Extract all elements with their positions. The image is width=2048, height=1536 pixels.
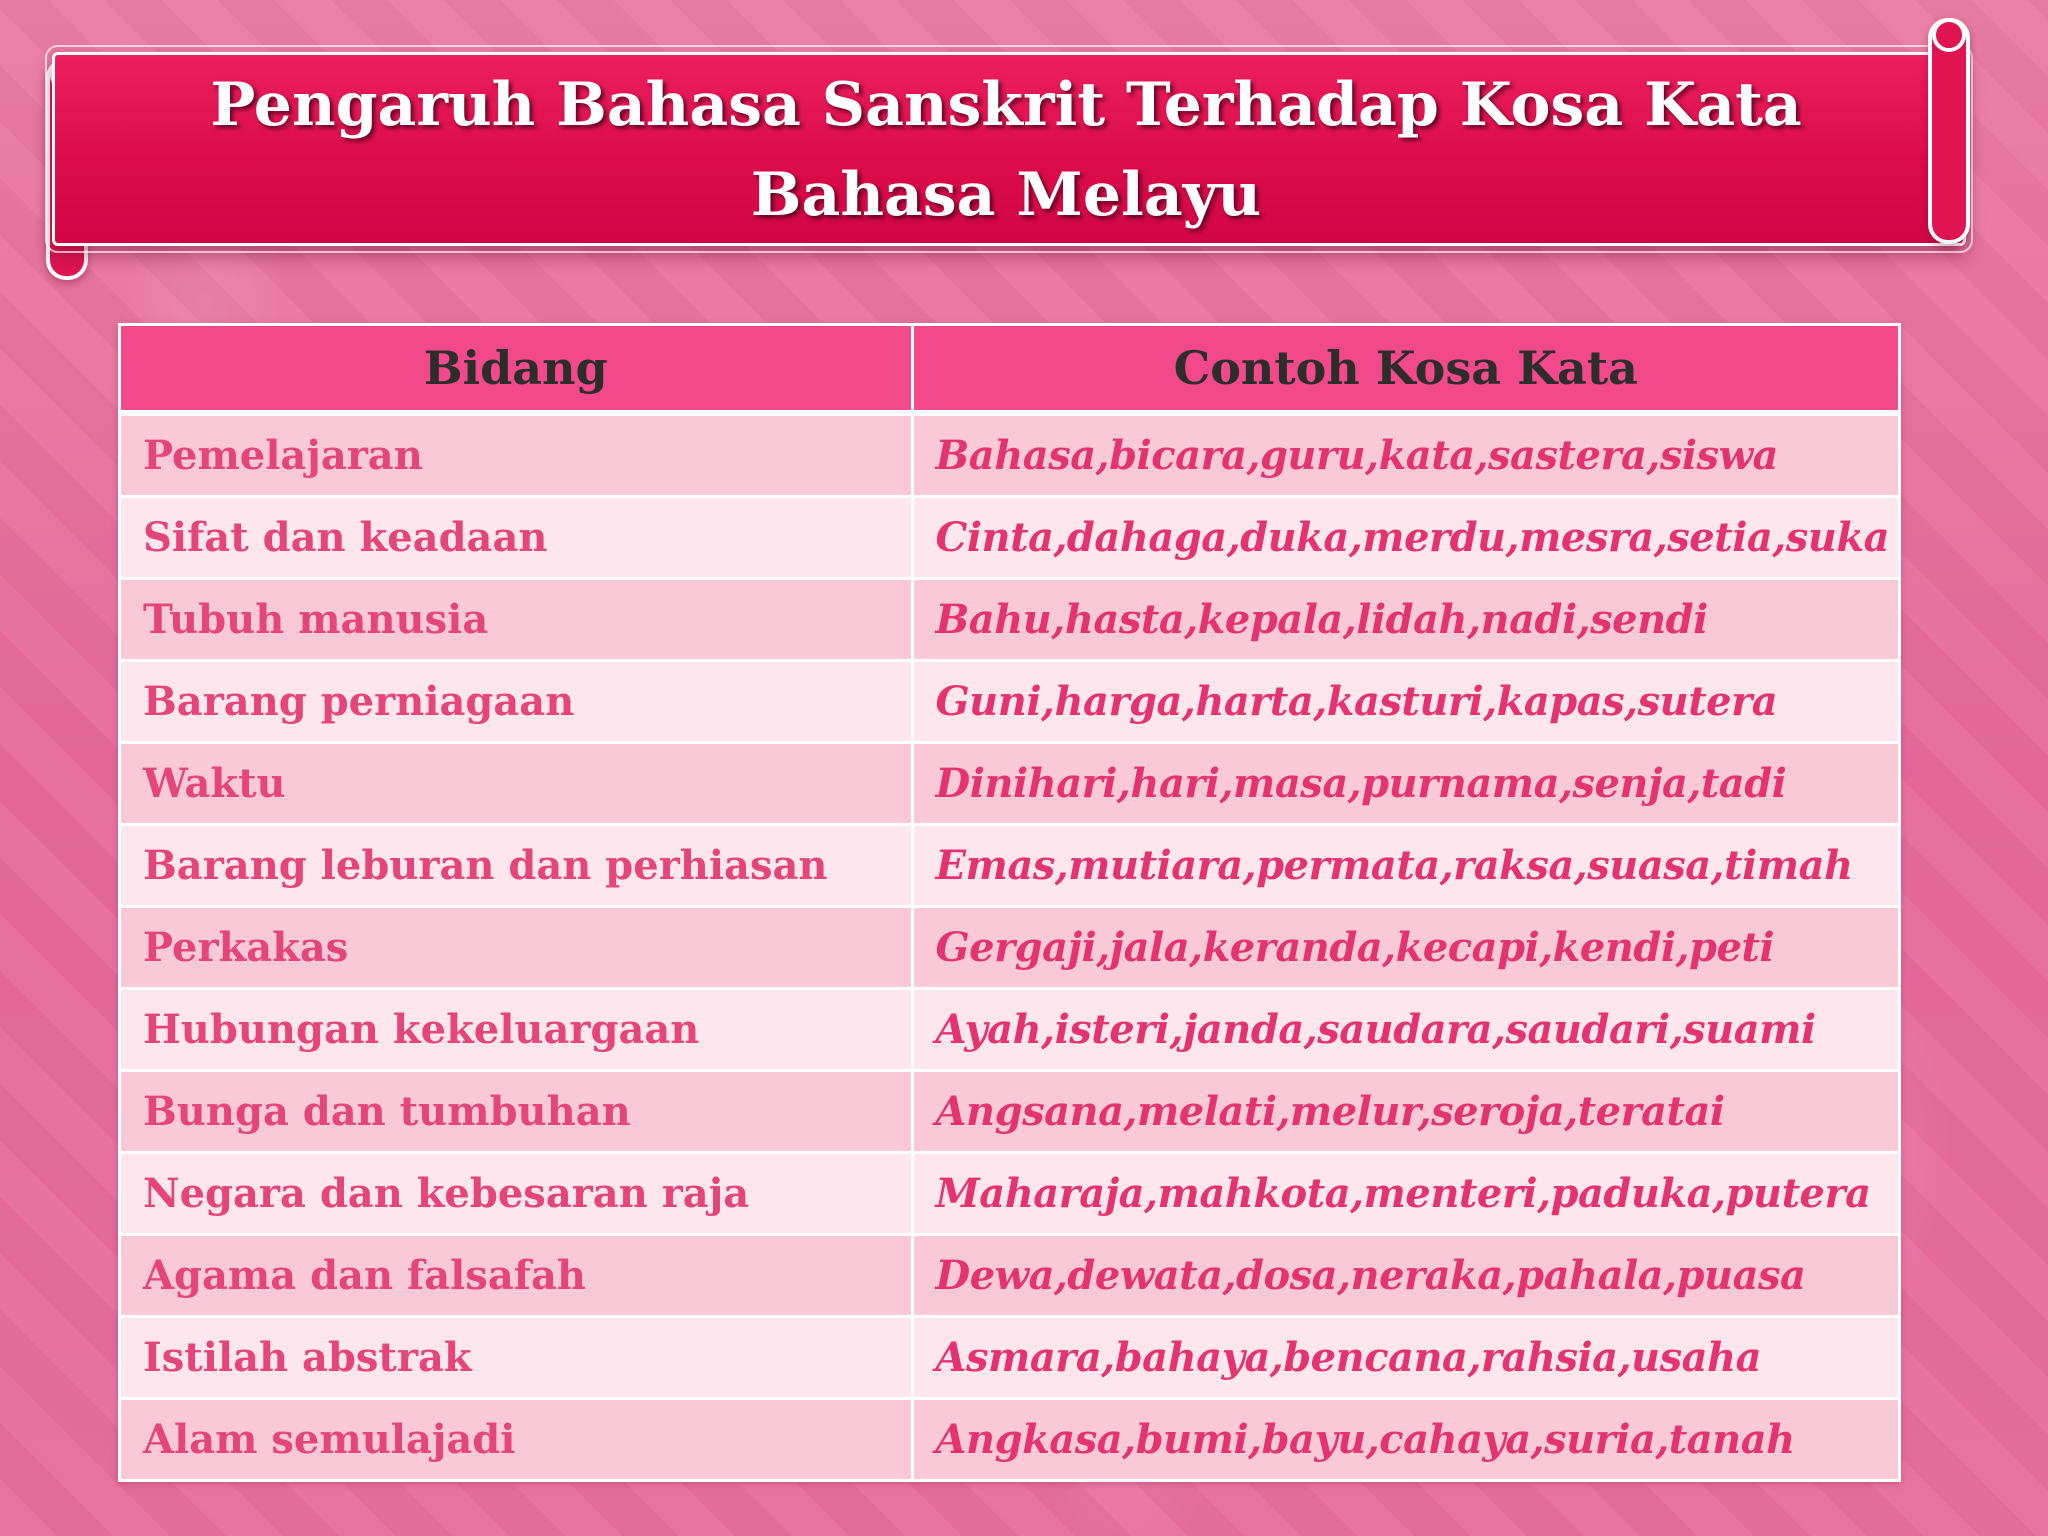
bidang-cell: Tubuh manusia [121,579,912,661]
contoh-cell: Maharaja,mahkota,menteri,paduka,putera [912,1153,1898,1235]
bidang-cell: Agama dan falsafah [121,1235,912,1317]
contoh-cell: Dinihari,hari,masa,purnama,senja,tadi [912,743,1898,825]
bidang-cell: Pemelajaran [121,413,912,497]
bidang-cell: Hubungan kekeluargaan [121,989,912,1071]
contoh-cell: Asmara,bahaya,bencana,rahsia,usaha [912,1317,1898,1399]
slide-title [52,60,1960,240]
contoh-cell: Ayah,isteri,janda,saudara,saudari,suami [912,989,1898,1071]
bidang-cell: Istilah abstrak [121,1317,912,1399]
table-row [121,1399,1898,1480]
contoh-cell: Angsana,melati,melur,seroja,teratai [912,1071,1898,1153]
bidang-cell: Barang perniagaan [121,661,912,743]
header-bidang: Bidang [121,326,912,413]
bidang-cell: Alam semulajadi [121,1399,912,1480]
table-row [121,1235,1898,1317]
vocabulary-table [118,323,1901,1482]
header-contoh-kosa-kata: Contoh Kosa Kata [912,326,1898,413]
table-row [121,1153,1898,1235]
table-row [121,661,1898,743]
bidang-cell: Sifat dan keadaan [121,497,912,579]
bidang-cell: Negara dan kebesaran raja [121,1153,912,1235]
scroll-right-curl [1932,18,1966,52]
table-row [121,1071,1898,1153]
bidang-cell: Barang leburan dan perhiasan [121,825,912,907]
table-row [121,497,1898,579]
bidang-cell: Waktu [121,743,912,825]
bidang-cell: Bunga dan tumbuhan [121,1071,912,1153]
slide-title-line-1: Pengaruh Bahasa Sanskrit Terhadap Kosa Kata [210,70,1802,140]
contoh-cell: Guni,harga,harta,kasturi,kapas,sutera [912,661,1898,743]
contoh-cell: Gergaji,jala,keranda,kecapi,kendi,peti [912,907,1898,989]
slide-title-line-2: Bahasa Melayu [750,160,1262,230]
contoh-cell: Bahu,hasta,kepala,lidah,nadi,sendi [912,579,1898,661]
bidang-cell: Perkakas [121,907,912,989]
table-row [121,743,1898,825]
contoh-cell: Angkasa,bumi,bayu,cahaya,suria,tanah [912,1399,1898,1480]
table-row [121,579,1898,661]
vocabulary-table-grid [121,326,1898,1479]
table-row [121,413,1898,497]
table-row [121,907,1898,989]
contoh-cell: Emas,mutiara,permata,raksa,suasa,timah [912,825,1898,907]
contoh-cell: Dewa,dewata,dosa,neraka,pahala,puasa [912,1235,1898,1317]
table-row [121,1317,1898,1399]
table-row [121,825,1898,907]
table-header-row [121,326,1898,413]
contoh-cell: Bahasa,bicara,guru,kata,sastera,siswa [912,413,1898,497]
table-row [121,989,1898,1071]
contoh-cell: Cinta,dahaga,duka,merdu,mesra,setia,suka [912,497,1898,579]
